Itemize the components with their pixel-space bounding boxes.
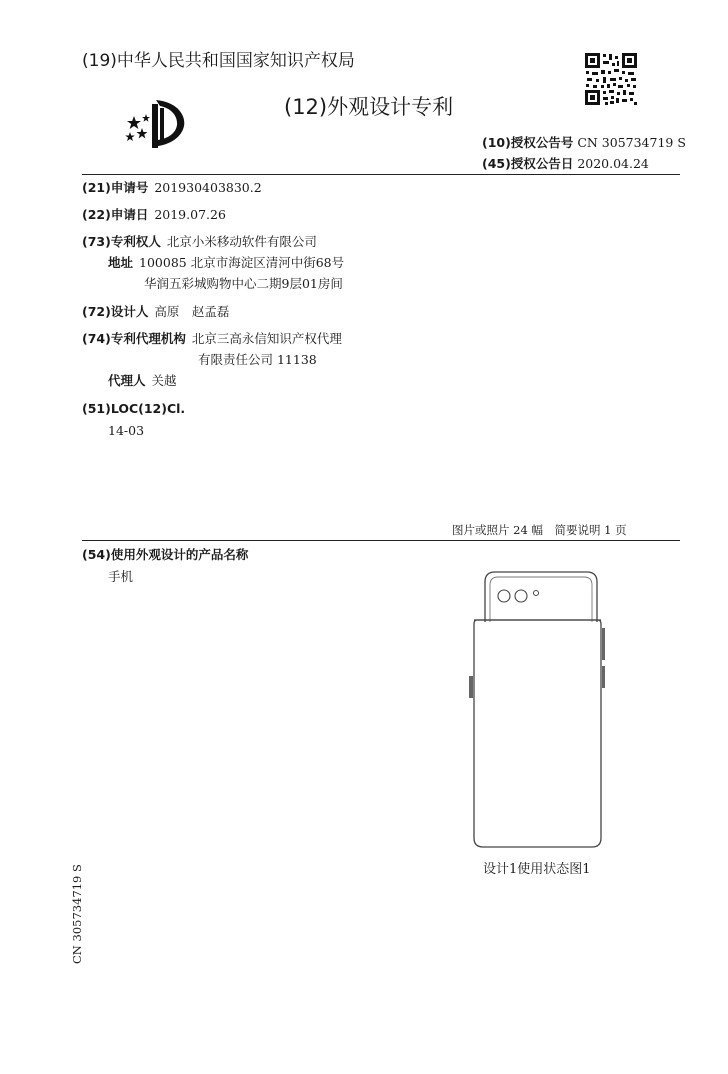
document-type-title: (12)外观设计专利 xyxy=(284,95,454,119)
product-name-label: (54)使用外观设计的产品名称 xyxy=(82,547,249,562)
agent: 关越 xyxy=(151,373,177,388)
patentee-row xyxy=(82,234,317,250)
header-divider xyxy=(82,174,680,175)
loc-class-row xyxy=(82,401,185,417)
phone-drawing xyxy=(465,568,610,853)
application-number-label: (21)申请号 xyxy=(82,180,149,195)
designer-label: (72)设计人 xyxy=(82,304,149,319)
patentee: 北京小米移动软件有限公司 xyxy=(166,234,317,249)
product-name-row xyxy=(82,547,248,563)
address-label: 地址 xyxy=(108,255,134,270)
grant-date-label: (45)授权公告日 xyxy=(482,156,574,171)
application-date: 2019.07.26 xyxy=(154,207,226,222)
patentee-label: (73)专利权人 xyxy=(82,234,161,249)
address-row xyxy=(108,255,344,271)
address-line2: 华润五彩城购物中心二期9层01房间 xyxy=(144,276,343,291)
application-date-row xyxy=(82,207,226,223)
summary-counts: 图片或照片 24 幅 简要说明 1 页 xyxy=(452,523,627,537)
application-number-row xyxy=(82,180,262,196)
grant-number: CN 305734719 S xyxy=(577,135,686,150)
designers: 高原 赵孟磊 xyxy=(154,304,230,319)
loc-class-value: 14-03 xyxy=(108,423,145,438)
product-name: 手机 xyxy=(108,569,134,584)
grant-number-label: (10)授权公告号 xyxy=(482,135,574,150)
grant-number-row xyxy=(482,135,686,151)
agent-row xyxy=(108,373,177,389)
cnipa-emblem-icon xyxy=(120,94,192,150)
designer-row xyxy=(82,304,229,320)
address-line1: 100085 北京市海淀区清河中街68号 xyxy=(139,255,345,270)
qr-code-icon xyxy=(584,52,638,106)
side-document-id: CN 305734719 S xyxy=(70,864,84,964)
summary-divider xyxy=(82,540,680,541)
application-number: 201930403830.2 xyxy=(154,180,262,195)
agency-line1: 北京三高永信知识产权代理 xyxy=(191,331,342,346)
agency-row xyxy=(82,331,342,347)
application-date-label: (22)申请日 xyxy=(82,207,149,222)
loc-class-label: (51)LOC(12)Cl. xyxy=(82,401,186,416)
figure-caption: 设计1使用状态图1 xyxy=(483,862,591,877)
agent-label: 代理人 xyxy=(108,373,146,388)
agency-line2: 有限责任公司 11138 xyxy=(198,352,317,367)
grant-date: 2020.04.24 xyxy=(577,156,649,171)
grant-date-row xyxy=(482,156,649,172)
patent-office-title: (19)中华人民共和国国家知识产权局 xyxy=(82,51,355,71)
agency-label: (74)专利代理机构 xyxy=(82,331,186,346)
